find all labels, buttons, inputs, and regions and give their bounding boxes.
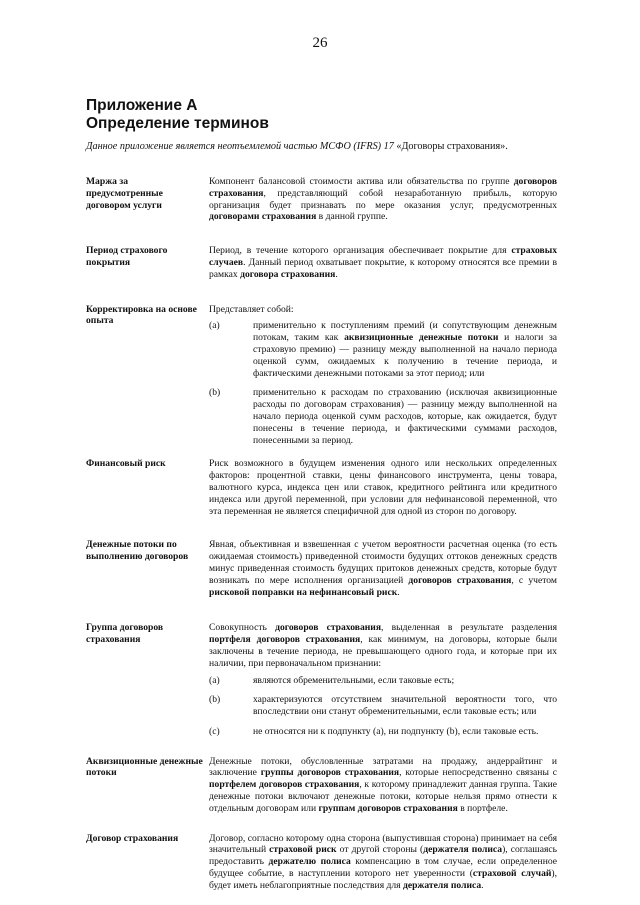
term-definition bbox=[209, 304, 557, 447]
term-name: Денежные потоки по выполнению договоров bbox=[86, 539, 189, 563]
definition-text: характеризуются отсутствием значительной вероятности того, что впоследствии они станут обременительными, если таковые есть; или bbox=[253, 694, 557, 718]
defined-term-ref: страховой случай bbox=[472, 868, 552, 880]
term-entry bbox=[86, 539, 566, 598]
defined-term-ref: портфелем договоров страхования bbox=[209, 779, 360, 791]
defined-term-ref: договорами страхования bbox=[209, 211, 317, 223]
definition-text: , выделенная в результате разделения bbox=[381, 622, 557, 634]
defined-term-ref: держателя полиса bbox=[423, 844, 503, 856]
definition-subitem bbox=[209, 726, 557, 738]
subitem-text bbox=[253, 320, 557, 379]
definition-text: Риск возможного в будущем изменения одного или нескольких определенных факторов: процентной ставки, цены финансового инструмента, цены товара, валютного курса, индекса цен или ставок, кредитного рейтинга или кредитного индекса или другой переменной, при условии для нефинансовой переменной, что эта переменная не является специфичной для одной из сторон по договору. bbox=[209, 458, 557, 517]
term-definition bbox=[209, 833, 557, 892]
defined-term-ref: рисковой поправки на нефинансовый риск bbox=[209, 586, 398, 598]
definition-text: , как минимум, на договоры, которые были заключены в течение периода, не превышающего одного года, и которые при их наличии, при первоначальном признании: bbox=[209, 634, 557, 669]
subitem-label: (b) bbox=[209, 387, 221, 399]
term-entry bbox=[86, 304, 566, 447]
subitem-text bbox=[253, 694, 557, 718]
subitem-label: (b) bbox=[209, 694, 221, 706]
term-entry bbox=[86, 833, 566, 892]
definition-subitem bbox=[209, 387, 557, 446]
definition-text: Договор, согласно которому одна сторона (выпустившая сторона) принимает на себя значительный bbox=[209, 832, 557, 856]
definition-paragraph bbox=[209, 176, 557, 223]
defined-term-ref: держателя полиса bbox=[402, 879, 482, 891]
definition-paragraph bbox=[209, 539, 557, 598]
subitem-label: (a) bbox=[209, 320, 220, 332]
appendix-intro bbox=[86, 141, 556, 153]
definition-text: , с учетом bbox=[511, 574, 557, 586]
definition-text: ), соглашаясь предоставить bbox=[209, 844, 557, 868]
definition-text: . bbox=[397, 586, 400, 598]
definition-paragraph bbox=[209, 304, 557, 316]
definition-subitem bbox=[209, 694, 557, 718]
appendix-title-line-1: Приложение А bbox=[86, 97, 198, 114]
appendix-title-line-2: Определение терминов bbox=[86, 115, 269, 132]
term-entry bbox=[86, 176, 566, 223]
term-name: Маржа за предусмотренные договором услуги bbox=[86, 176, 163, 211]
defined-term-ref: договора страхования bbox=[240, 268, 336, 280]
subitem-text bbox=[253, 675, 557, 687]
term-definition bbox=[209, 176, 557, 223]
term-definition bbox=[209, 622, 557, 737]
definition-paragraph bbox=[209, 756, 557, 815]
term-entry bbox=[86, 622, 566, 737]
definition-text: применительно к поступлениям премий (и сопутствующим денежным потокам, таким как bbox=[253, 320, 557, 344]
definition-text: , к которому принадлежит данная группа. Такие денежные потоки включают денежные потоки, которые нельзя прямо отнести к отдельным договорам или bbox=[209, 779, 558, 814]
term-entry bbox=[86, 756, 566, 815]
defined-term-ref: аквизиционные денежные потоки bbox=[344, 332, 499, 344]
defined-term-ref: портфеля договоров страхования bbox=[209, 634, 361, 646]
appendix-title bbox=[86, 97, 269, 133]
term-name: Финансовый риск bbox=[86, 458, 166, 470]
definition-subitem bbox=[209, 675, 557, 687]
defined-term-ref: держателю полиса bbox=[268, 856, 351, 868]
definition-text: и налоги за страховую премию) — разницу между выполненной на начало периода оценкой сумм, ожидаемых к получению в течение периода, и фактическими денежными потоками за этот период; или bbox=[253, 332, 558, 379]
definition-text: являются обременительными, если таковые есть; bbox=[253, 674, 455, 686]
definition-text: Компонент балансовой стоимости актива или обязательства по группе bbox=[209, 176, 514, 187]
subitem-text bbox=[253, 387, 557, 446]
defined-term-ref: группы договоров страхования bbox=[260, 767, 400, 779]
term-definition bbox=[209, 756, 557, 815]
term-definition bbox=[209, 245, 557, 280]
term-definition bbox=[209, 458, 557, 517]
definition-paragraph bbox=[209, 833, 557, 892]
definition-text: ), будет иметь неблагоприятные последствия для bbox=[209, 868, 557, 891]
definition-text: от другой стороны ( bbox=[336, 844, 424, 856]
term-name: Договор страхования bbox=[86, 832, 179, 844]
definition-paragraph bbox=[209, 245, 557, 280]
definition-subitem bbox=[209, 320, 557, 379]
defined-term-ref: группам договоров страхования bbox=[318, 802, 458, 814]
terms-list bbox=[86, 176, 566, 892]
subitem-label: (a) bbox=[209, 674, 220, 686]
term-name: Период страхового покрытия bbox=[86, 245, 168, 268]
term-entry bbox=[86, 245, 566, 280]
definition-text: , которые непосредственно связаны с bbox=[399, 767, 558, 779]
definition-text: Денежные потоки, обусловленные затратами на продажу, андеррайтинг и заключение bbox=[209, 755, 557, 779]
intro-standard-title: «Договоры страхования». bbox=[393, 141, 508, 152]
defined-term-ref: страховой риск bbox=[269, 844, 337, 856]
term-name: Группа договоров страхования bbox=[86, 622, 164, 646]
term-definition bbox=[209, 539, 557, 598]
definition-text: в портфеле. bbox=[457, 802, 508, 814]
subitem-text bbox=[253, 726, 557, 738]
page-number: 26 bbox=[312, 35, 328, 51]
definition-text: в данной группе. bbox=[316, 211, 388, 223]
defined-term-ref: страховых случаев bbox=[209, 245, 557, 268]
definition-text: не относятся ни к подпункту (a), ни подпункту (b), если таковые есть. bbox=[253, 725, 539, 737]
definition-text: Представляет собой: bbox=[209, 303, 294, 315]
defined-term-ref: договоров страхования bbox=[408, 574, 512, 586]
definition-text: Совокупность bbox=[209, 622, 276, 634]
definition-text: . bbox=[335, 268, 338, 280]
definition-text: Явная, объективная и взвешенная с учетом вероятности расчетная оценка (то есть ожидаемая стоимость) приведенной стоимости будущих оттоков денежных средств минус приведенная стоимость будущих притоков денежных средств, которые будут возникать по мере исполнения организацией bbox=[209, 539, 557, 586]
intro-italic-text: Данное приложение является неотъемлемой частью МСФО (IFRS) 17 bbox=[86, 141, 394, 152]
term-name: Корректировка на основе опыта bbox=[86, 303, 197, 327]
definition-text: Период, в течение которого организация обеспечивает покрытие для bbox=[209, 245, 512, 257]
definition-text: компенсацию в том случае, если определенное будущее событие, в наступлении которого нет уверенности ( bbox=[209, 856, 557, 880]
definition-text: . Данный период охватывает покрытие, к которому относятся все премии в рамках bbox=[209, 256, 557, 280]
definition-text: . bbox=[481, 879, 484, 891]
subitem-label: (c) bbox=[209, 725, 220, 737]
definition-text: применительно к расходам по страхованию (исключая аквизиционные расходы по договорам страхования) — разницу между выполненной на начало периода оценкой сумм расходов, которые, как ожидается, будут понесены в течение периода, и фактическими суммами расходов, понесенными за период. bbox=[253, 387, 557, 446]
definition-text: , представляющий собой незаработанную прибыль, которую организация будет признавать по мере оказания услуг, предусмотренных bbox=[209, 187, 557, 211]
defined-term-ref: договоров страхования bbox=[209, 176, 557, 199]
term-name: Аквизиционные денежные потоки bbox=[86, 755, 203, 779]
defined-term-ref: договоров страхования bbox=[275, 622, 382, 634]
definition-paragraph bbox=[209, 622, 557, 669]
definition-paragraph bbox=[209, 458, 557, 517]
term-entry bbox=[86, 458, 566, 517]
